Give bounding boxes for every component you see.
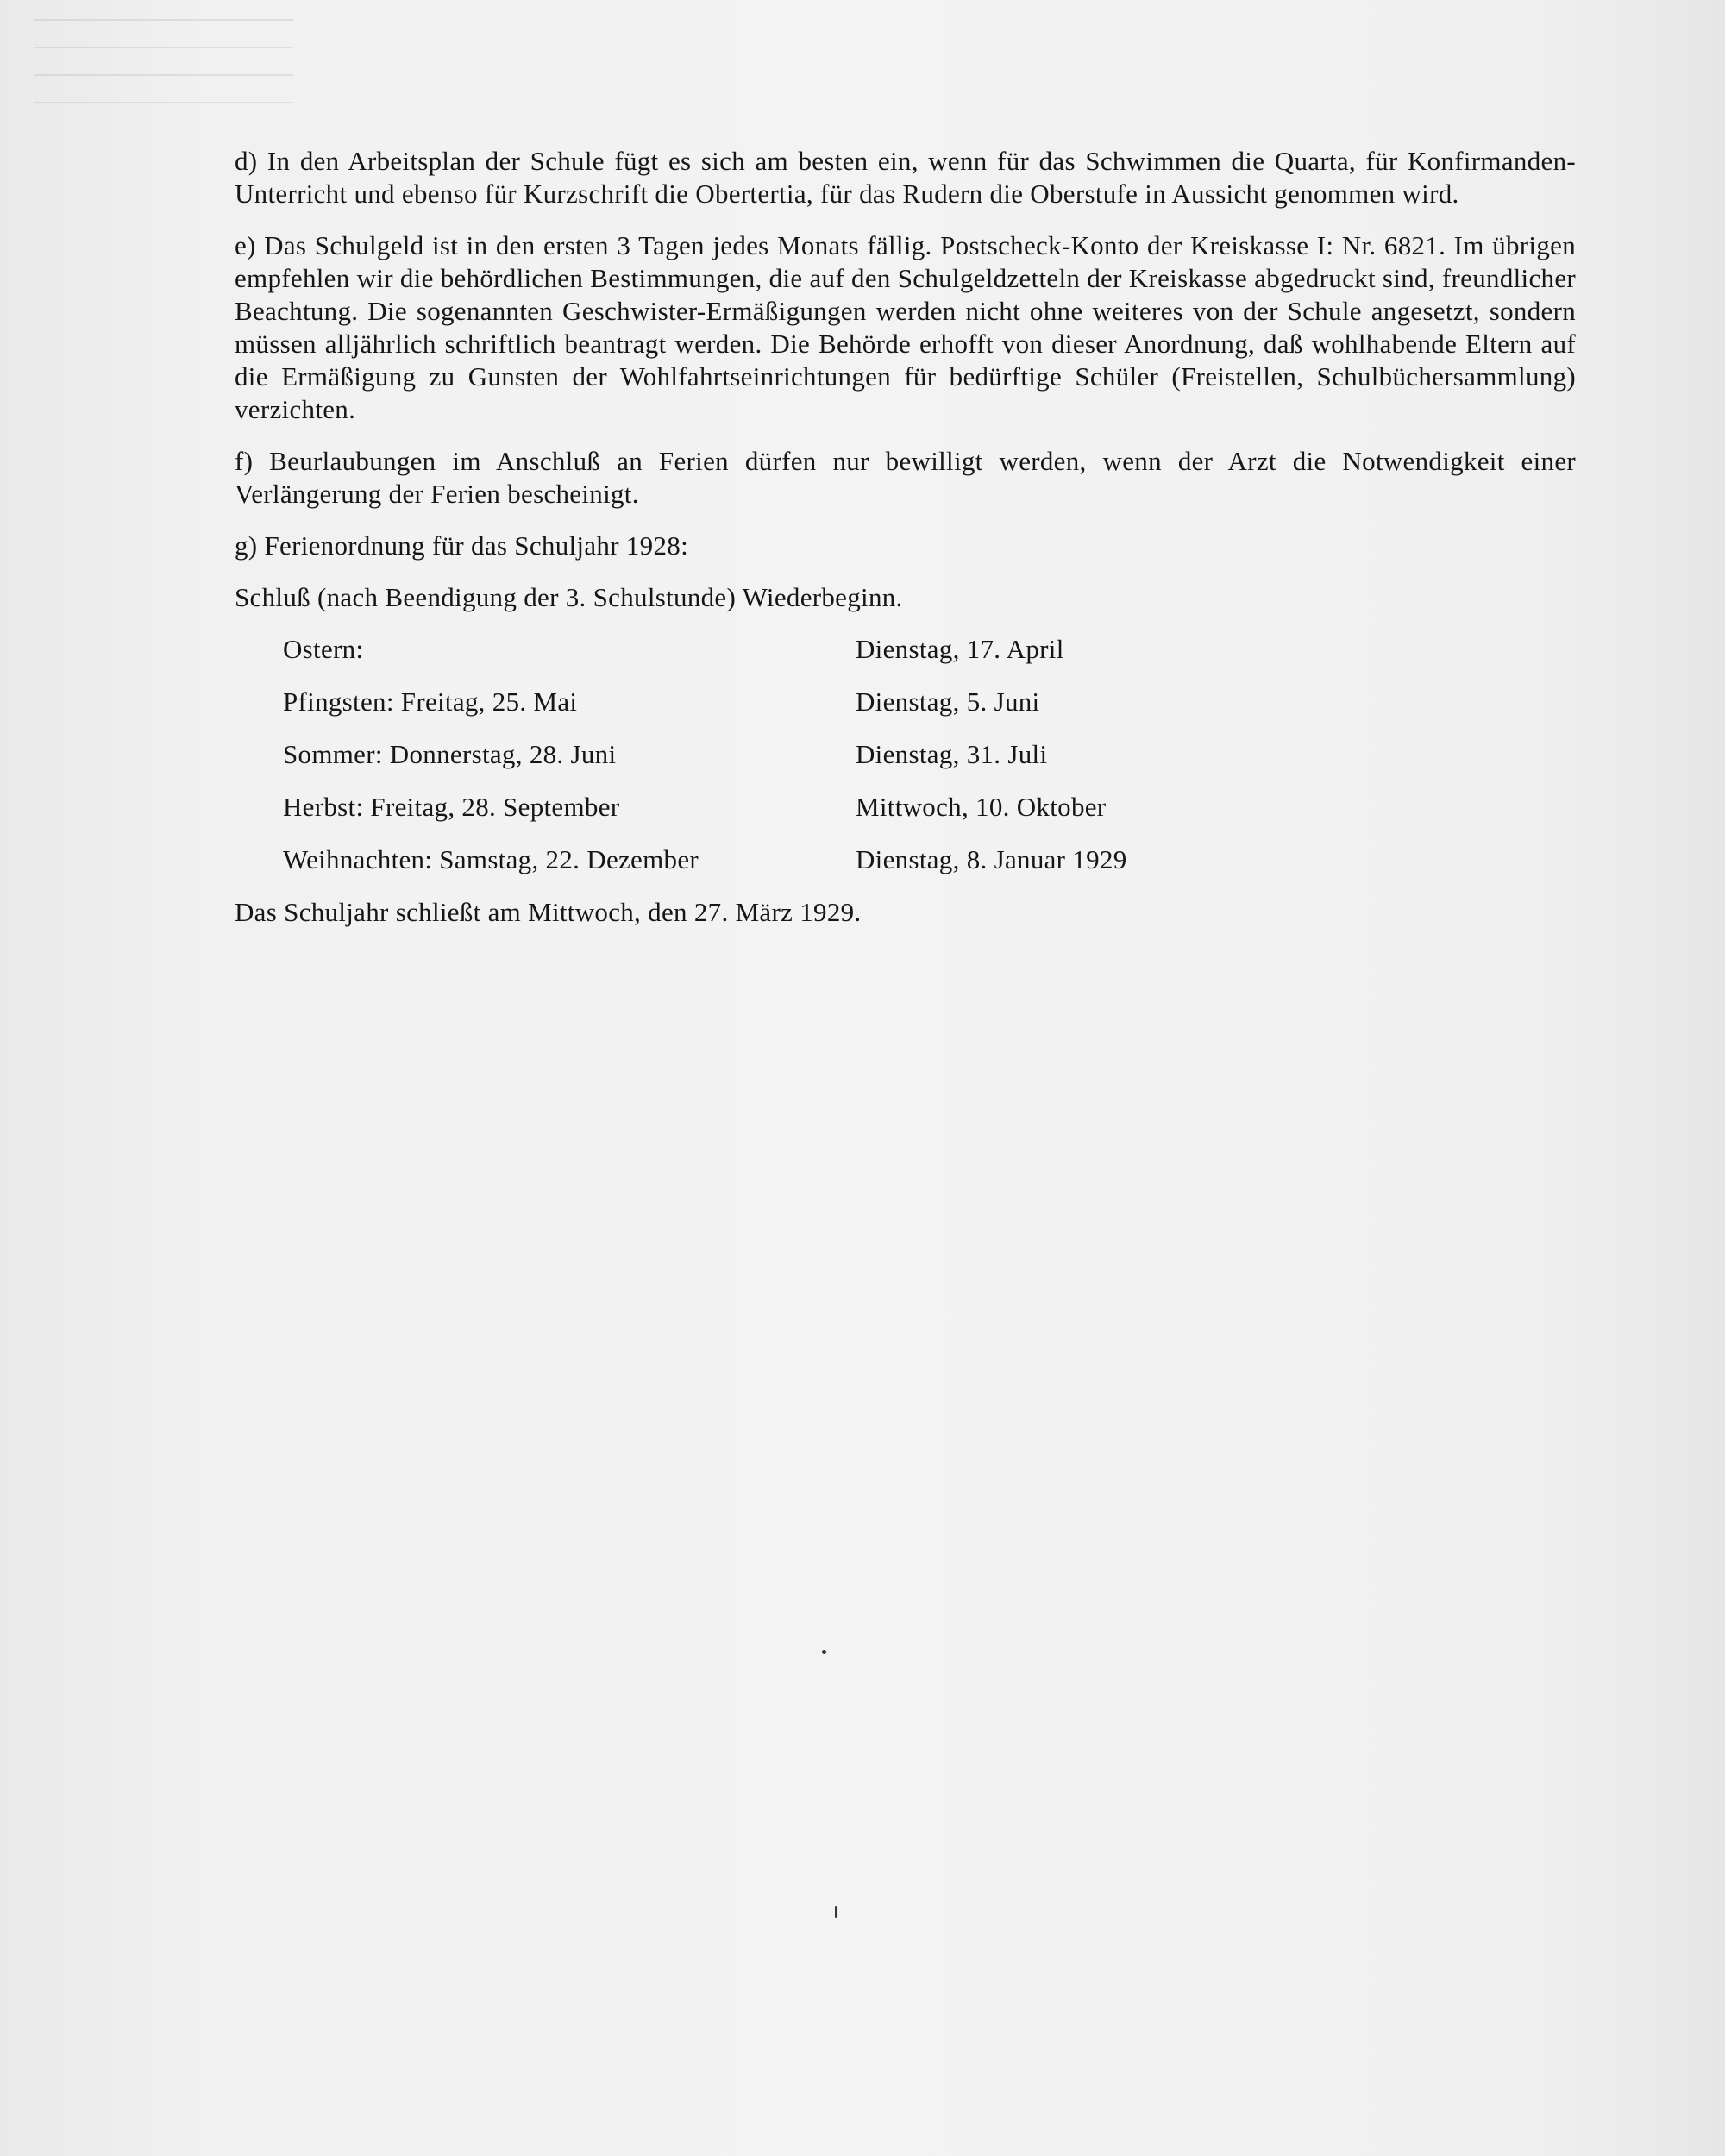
holiday-row xyxy=(235,843,1576,876)
faint-bleed-through xyxy=(34,0,293,103)
holiday-start: Herbst: Freitag, 28. September xyxy=(283,792,620,822)
school-year-closing: Das Schuljahr schließt am Mittwoch, den 27. März 1929. xyxy=(235,897,862,927)
holiday-schedule-table xyxy=(235,633,1576,876)
holiday-end: Dienstag, 5. Juni xyxy=(856,686,1040,717)
holiday-end: Dienstag, 17. April xyxy=(856,634,1064,664)
holiday-start: Sommer: Donnerstag, 28. Juni xyxy=(283,739,617,769)
holiday-start: Ostern: xyxy=(283,634,364,664)
holiday-row xyxy=(235,738,1576,771)
holiday-schedule-title: g) Ferienordnung für das Schuljahr 1928: xyxy=(235,530,688,561)
holiday-row xyxy=(235,633,1576,666)
paragraph-e: e) Das Schulgeld ist in den ersten 3 Tagen jedes Monats fällig. Postscheck-Konto der Kreiskasse I: Nr. 6821. Im übrigen empfehlen wir die behördlichen Bestimmungen, die auf den Schulgeldzetteln der Kreiskasse abgedruckt sind, freundlicher Beachtung. Die sogenannten Geschwister-Ermäßigungen werden nicht ohne weiteres von der Schule angesetzt, sondern müssen alljährlich schriftlich beantragt werden. Die Behörde erhofft von dieser Anordnung, daß wohlhabende Eltern auf die Ermäßigung zu Gunsten der Wohlfahrtseinrichtungen für bedürftige Schüler (Freistellen, Schulbüchersammlung) verzichten. xyxy=(235,230,1576,424)
holiday-end: Dienstag, 31. Juli xyxy=(856,739,1048,769)
holiday-start: Pfingsten: Freitag, 25. Mai xyxy=(283,686,578,717)
holiday-schedule-header: Schluß (nach Beendigung der 3. Schulstunde) Wiederbeginn. xyxy=(235,582,903,612)
holiday-end: Mittwoch, 10. Oktober xyxy=(856,792,1107,822)
holiday-row xyxy=(235,686,1576,718)
holiday-end: Dienstag, 8. Januar 1929 xyxy=(856,844,1127,874)
ink-speck xyxy=(835,1906,837,1918)
holiday-row xyxy=(235,791,1576,824)
paragraph-f: f) Beurlaubungen im Anschluß an Ferien dürfen nur bewilligt werden, wenn der Arzt die Notwendigkeit einer Verlängerung der Ferien bescheinigt. xyxy=(235,446,1576,509)
document-body xyxy=(235,145,1576,948)
paragraph-d: d) In den Arbeitsplan der Schule fügt es sich am besten ein, wenn für das Schwimmen die Quarta, für Konfirmanden-Unterricht und ebenso für Kurzschrift die Obertertia, für das Rudern die Oberstufe in Aussicht genommen wird. xyxy=(235,146,1576,209)
ink-speck xyxy=(822,1650,826,1654)
holiday-start: Weihnachten: Samstag, 22. Dezember xyxy=(283,844,699,874)
